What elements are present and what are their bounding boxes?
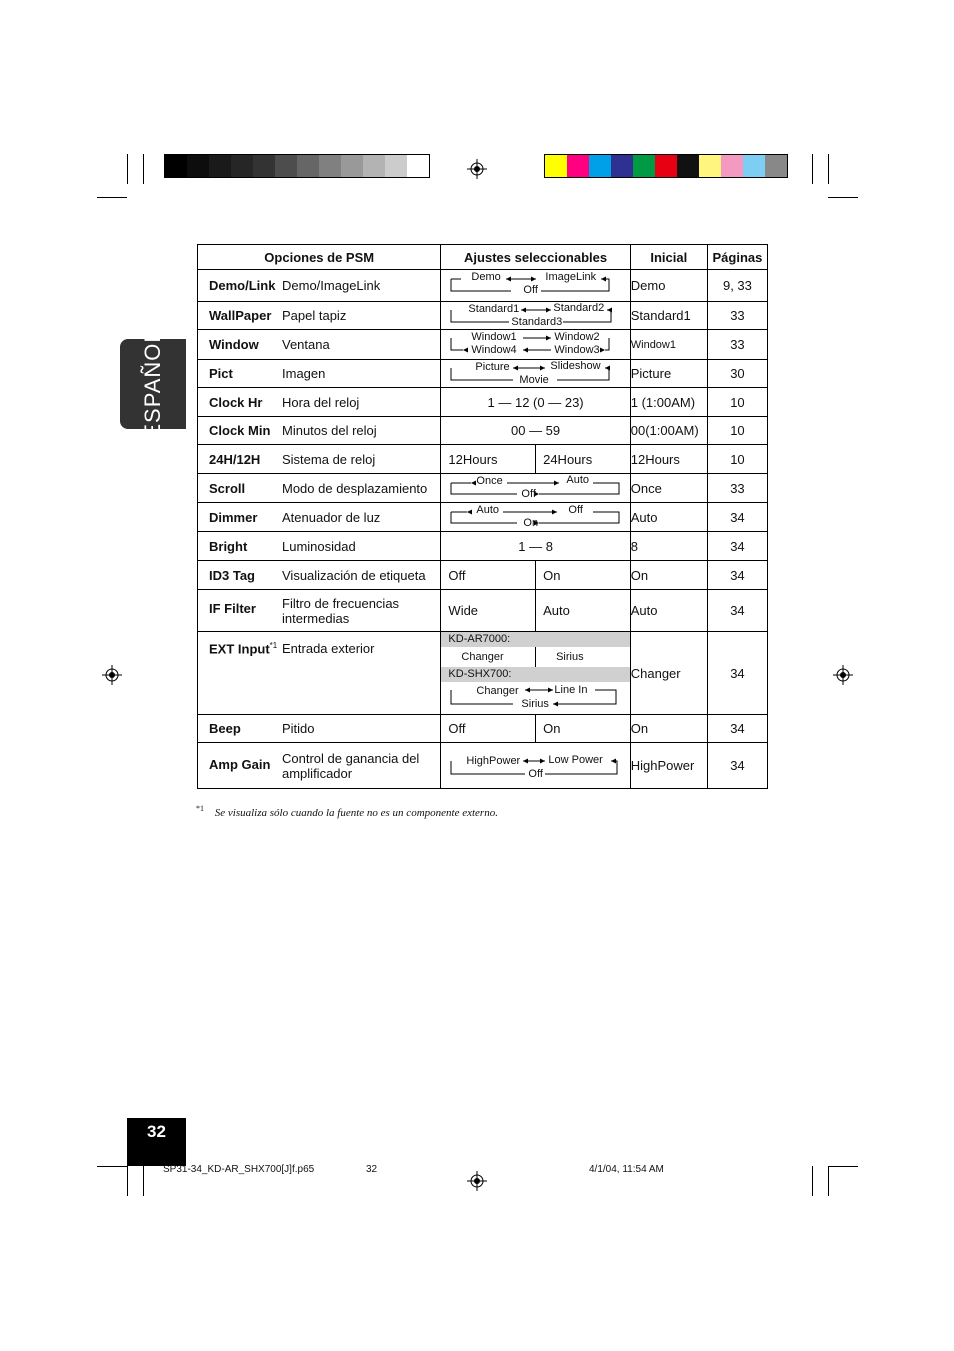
cycle-diagram xyxy=(441,270,629,301)
cycle-diagram xyxy=(441,302,629,329)
initial-value: HighPower xyxy=(630,743,707,789)
setting-option: Sirius xyxy=(556,651,584,663)
registration-mark-icon xyxy=(467,159,487,179)
slug-filename: SP31-34_KD-AR_SHX700[J]f.p65 xyxy=(163,1164,315,1175)
pages-value: 34 xyxy=(707,632,767,715)
setting-option: Off xyxy=(441,561,536,589)
cycle-diagram xyxy=(441,682,629,712)
option-key-label: EXT Input xyxy=(209,641,270,657)
header-options: Opciones de PSM xyxy=(198,245,441,270)
option-key: Window xyxy=(209,337,259,352)
cycle-option: Window3 xyxy=(554,344,600,356)
table-header-row xyxy=(198,245,768,270)
language-tab-label: ESPAÑOL xyxy=(140,329,165,439)
setting-option: Changer xyxy=(441,647,536,667)
option-key: WallPaper xyxy=(209,308,272,323)
model-label: KD-AR7000: xyxy=(441,632,629,647)
color-swatch xyxy=(363,155,385,177)
option-desc: Visualización de etiqueta xyxy=(282,567,426,583)
cycle-option: Window2 xyxy=(554,331,600,343)
cycle-diagram xyxy=(441,503,629,531)
color-swatch xyxy=(407,155,429,177)
range-value: 1 — 12 (0 — 23) xyxy=(441,388,630,417)
cycle-option: Off xyxy=(528,768,543,780)
setting-option: Auto xyxy=(543,603,570,618)
pages-value: 34 xyxy=(707,590,767,632)
page-number: 32 xyxy=(127,1118,186,1166)
initial-value: 12Hours xyxy=(630,445,707,474)
registration-mark-icon xyxy=(833,665,853,685)
crop-mark xyxy=(828,1166,829,1196)
range-value: 1 — 8 xyxy=(441,532,630,561)
cycle-option: Demo xyxy=(471,271,501,283)
cycle-option: Window1 xyxy=(471,331,517,343)
initial-value: On xyxy=(630,715,707,743)
color-swatch xyxy=(275,155,297,177)
option-desc: Ventana xyxy=(282,337,330,352)
crop-mark xyxy=(812,1166,813,1196)
option-desc: Luminosidad xyxy=(282,538,356,554)
crop-mark xyxy=(812,154,813,184)
cycle-diagram xyxy=(441,330,629,359)
initial-value: Window1 xyxy=(630,330,707,360)
option-key: Demo/Link xyxy=(209,278,276,293)
cycle-option: HighPower xyxy=(466,755,521,767)
color-swatch xyxy=(341,155,363,177)
option-key xyxy=(198,641,282,656)
crop-mark xyxy=(127,154,128,184)
option-desc: Hora del reloj xyxy=(282,394,360,410)
crop-mark xyxy=(828,1166,858,1167)
pages-value: 34 xyxy=(707,561,767,590)
option-key: Clock Hr xyxy=(209,394,263,410)
color-swatch xyxy=(319,155,341,177)
table-row xyxy=(198,330,768,360)
color-swatch xyxy=(589,155,611,177)
table-row xyxy=(198,532,768,561)
option-desc: Control de ganancia del amplificador xyxy=(282,750,420,781)
initial-value: Auto xyxy=(630,590,707,632)
pages-value: 34 xyxy=(707,743,767,789)
footnote-text: Se visualiza sólo cuando la fuente no es un componente externo. xyxy=(214,806,498,819)
color-bar xyxy=(544,154,788,178)
color-swatch xyxy=(677,155,699,177)
cycle-diagram xyxy=(441,360,629,387)
table-row xyxy=(198,590,768,632)
cycle-option: ImageLink xyxy=(545,271,597,283)
cycle-diagram xyxy=(441,743,629,788)
footnote-mark: *1 xyxy=(196,804,204,813)
setting-option: Off xyxy=(441,715,536,742)
cycle-diagram xyxy=(441,474,629,502)
cycle-option: Low Power xyxy=(548,754,603,766)
option-key: Amp Gain xyxy=(209,756,271,772)
pages-value: 34 xyxy=(707,715,767,743)
pages-value: 34 xyxy=(707,532,767,561)
color-swatch xyxy=(633,155,655,177)
pages-value: 33 xyxy=(707,302,767,330)
table-row xyxy=(198,270,768,302)
option-desc: Entrada exterior xyxy=(282,641,375,656)
cycle-option: Off xyxy=(521,488,536,500)
table-row xyxy=(198,302,768,330)
option-desc: Minutos del reloj xyxy=(282,423,377,438)
crop-mark xyxy=(127,1166,128,1196)
cycle-option: Off xyxy=(568,504,583,516)
slug-page: 32 xyxy=(366,1164,378,1175)
color-swatch xyxy=(165,155,187,177)
cycle-option: Once xyxy=(476,475,503,487)
crop-mark xyxy=(97,197,127,198)
range-value: 00 — 59 xyxy=(441,417,630,445)
option-desc: Modo de desplazamiento xyxy=(282,480,428,496)
cycle-arrows-icon xyxy=(441,330,629,359)
table-row xyxy=(198,743,768,789)
header-pages: Páginas xyxy=(707,245,767,270)
initial-value: Once xyxy=(630,474,707,503)
footnote-ref: *1 xyxy=(269,641,278,650)
table-row xyxy=(198,417,768,445)
setting-option: 12Hours xyxy=(441,445,536,473)
table-row xyxy=(198,632,768,715)
cycle-option: Sirius xyxy=(521,698,549,710)
cycle-option: Auto xyxy=(566,474,590,486)
cycle-option: Line In xyxy=(554,684,588,696)
initial-value: 8 xyxy=(630,532,707,561)
pages-value: 34 xyxy=(707,503,767,532)
option-key: IF Filter xyxy=(209,600,256,616)
table-row xyxy=(198,445,768,474)
header-initial: Inicial xyxy=(630,245,707,270)
color-swatch xyxy=(765,155,787,177)
option-key: ID3 Tag xyxy=(209,567,255,583)
initial-value: 1 (1:00AM) xyxy=(630,388,707,417)
model-label: KD-SHX700: xyxy=(441,667,629,682)
option-desc: Papel tapiz xyxy=(282,308,347,323)
color-swatch xyxy=(567,155,589,177)
option-key: Dimmer xyxy=(209,509,258,525)
color-swatch xyxy=(385,155,407,177)
crop-mark xyxy=(828,154,829,184)
table-row xyxy=(198,715,768,743)
table-row xyxy=(198,360,768,388)
registration-mark-icon xyxy=(467,1171,487,1191)
setting-option: 24Hours xyxy=(543,451,593,467)
color-swatch xyxy=(699,155,721,177)
pages-value: 33 xyxy=(707,474,767,503)
table-row xyxy=(198,388,768,417)
table-row xyxy=(198,561,768,590)
color-swatch xyxy=(187,155,209,177)
slug-date: 4/1/04, 11:54 AM xyxy=(589,1164,664,1175)
option-desc: Pitido xyxy=(282,721,315,736)
table-row xyxy=(198,503,768,532)
setting-option: Wide xyxy=(441,590,536,631)
color-swatch xyxy=(231,155,253,177)
color-swatch xyxy=(655,155,677,177)
setting-option: On xyxy=(543,721,561,736)
model-options xyxy=(441,647,629,667)
initial-value: Changer xyxy=(630,632,707,715)
pages-value: 10 xyxy=(707,445,767,474)
cycle-option: Off xyxy=(523,284,538,296)
option-desc: Sistema de reloj xyxy=(282,451,376,467)
color-swatch xyxy=(253,155,275,177)
footnote xyxy=(196,804,498,819)
cycle-option: Window4 xyxy=(471,344,517,356)
cycle-option: Changer xyxy=(476,685,519,697)
cycle-option: Movie xyxy=(519,374,549,386)
header-settings: Ajustes seleccionables xyxy=(441,245,630,270)
crop-mark xyxy=(828,197,858,198)
initial-value: Demo xyxy=(630,270,707,302)
pages-value: 9, 33 xyxy=(707,270,767,302)
pages-value: 10 xyxy=(707,417,767,445)
option-desc: Filtro de frecuencias intermedias xyxy=(282,595,400,626)
initial-value: Standard1 xyxy=(630,302,707,330)
table-row xyxy=(198,474,768,503)
pages-value: 30 xyxy=(707,360,767,388)
option-key: 24H/12H xyxy=(209,451,261,467)
option-desc: Atenuador de luz xyxy=(282,509,381,525)
pages-value: 33 xyxy=(707,330,767,360)
cycle-option: Standard1 xyxy=(468,303,520,315)
color-swatch xyxy=(721,155,743,177)
initial-value: Picture xyxy=(630,360,707,388)
cycle-option: Picture xyxy=(475,361,510,373)
language-tab xyxy=(120,329,186,439)
pages-value: 10 xyxy=(707,388,767,417)
color-swatch xyxy=(297,155,319,177)
crop-mark xyxy=(97,1166,127,1167)
option-key: Clock Min xyxy=(209,423,271,438)
color-swatch xyxy=(209,155,231,177)
cycle-option: On xyxy=(523,517,539,529)
initial-value: 00(1:00AM) xyxy=(630,417,707,445)
initial-value: Auto xyxy=(630,503,707,532)
cycle-option: Standard3 xyxy=(511,316,563,328)
option-key: Beep xyxy=(209,721,241,736)
psm-options-table xyxy=(197,244,768,789)
option-key: Scroll xyxy=(209,480,246,496)
option-desc: Imagen xyxy=(282,366,326,381)
initial-value: On xyxy=(630,561,707,590)
color-swatch xyxy=(743,155,765,177)
registration-mark-icon xyxy=(102,665,122,685)
cycle-option: Standard2 xyxy=(553,302,605,314)
cycle-option: Slideshow xyxy=(550,360,601,372)
crop-mark xyxy=(143,1166,144,1196)
color-swatch xyxy=(611,155,633,177)
cycle-option: Auto xyxy=(476,504,500,516)
setting-option: On xyxy=(543,567,561,583)
option-desc: Demo/ImageLink xyxy=(282,278,381,293)
crop-mark xyxy=(143,154,144,184)
color-swatch xyxy=(545,155,567,177)
option-key: Bright xyxy=(209,538,248,554)
option-key: Pict xyxy=(209,366,233,381)
gray-ramp-bar xyxy=(164,154,430,178)
